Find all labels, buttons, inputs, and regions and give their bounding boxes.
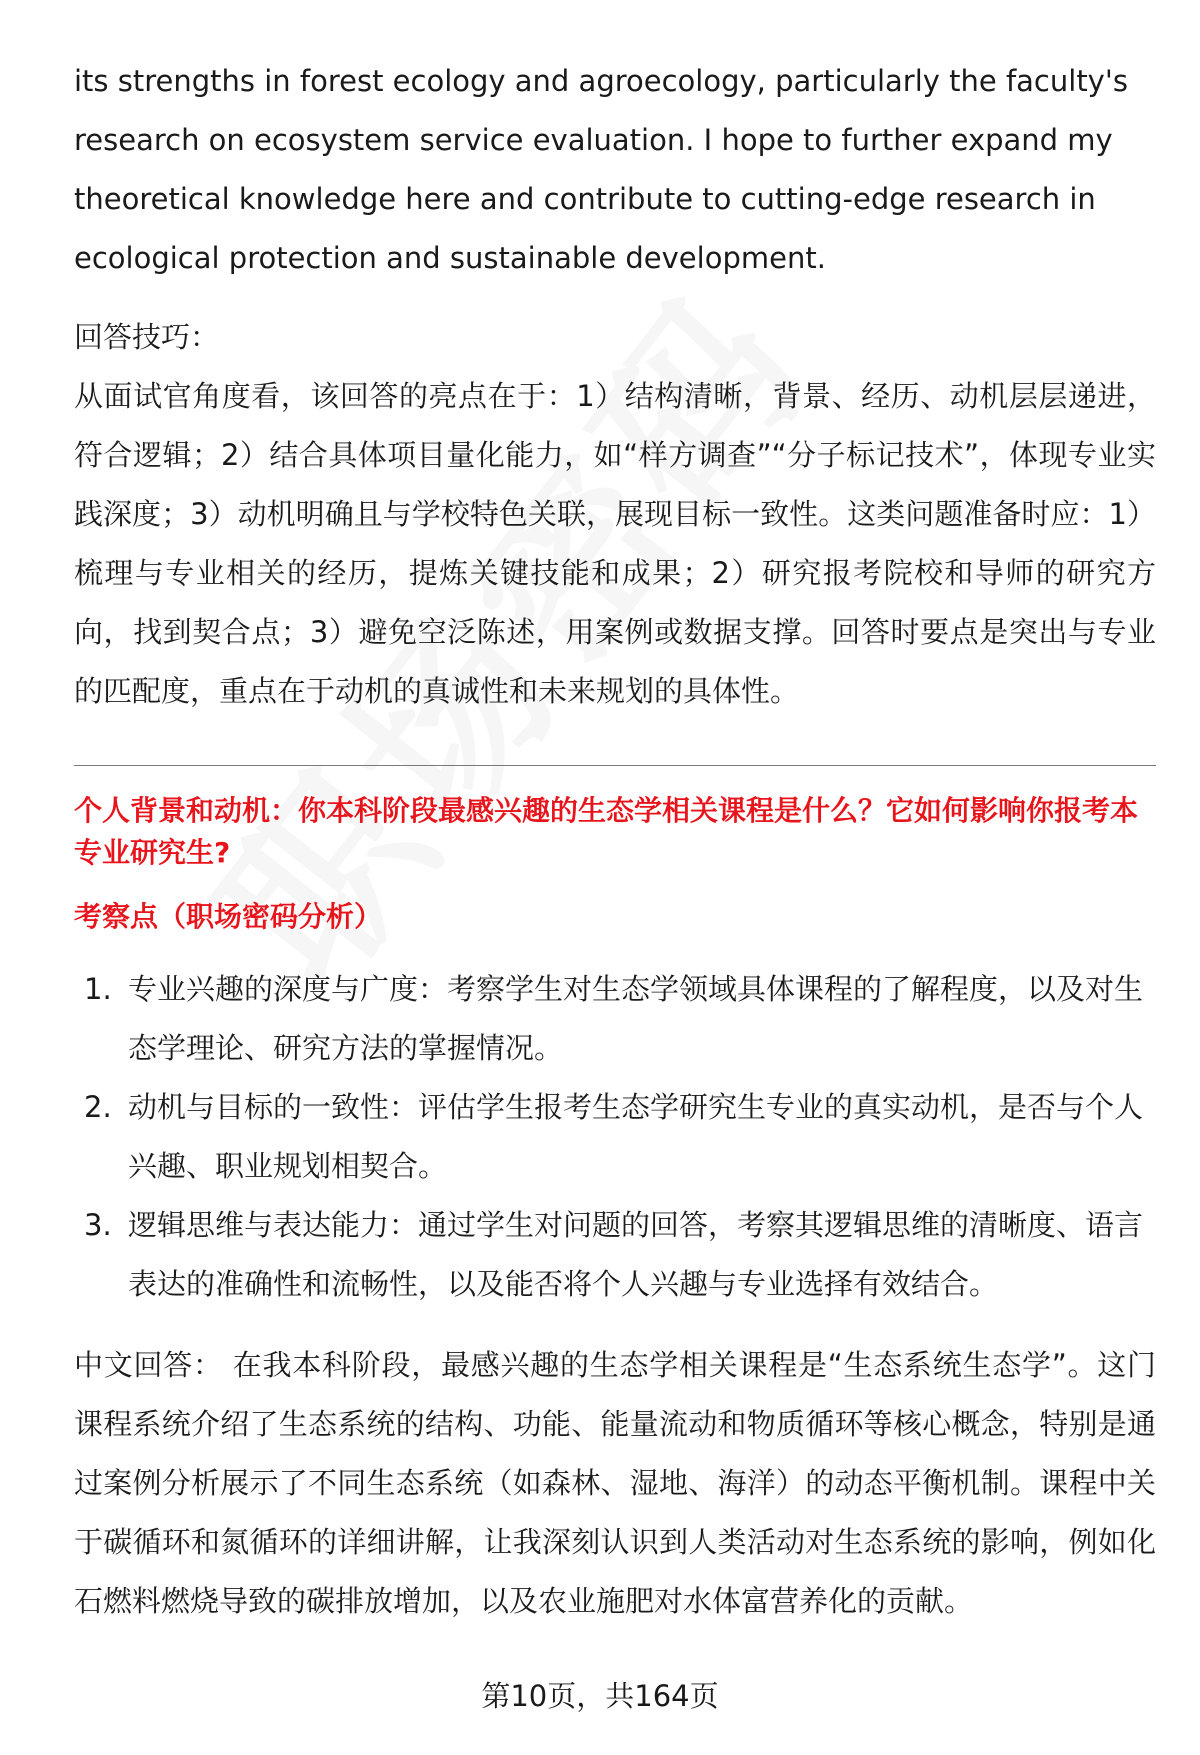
assessment-points-list xyxy=(74,960,1156,1314)
list-item xyxy=(74,1078,1156,1196)
tips-label: 回答技巧： xyxy=(74,320,220,354)
list-item-text: 专业兴趣的深度与广度：考察学生对生态学领域具体课程的了解程度，以及对生态学理论、研究方法的掌握情况。 xyxy=(128,972,1144,1065)
page-content xyxy=(74,52,1156,1631)
assessment-points-heading: 考察点（职场密码分析） xyxy=(74,900,383,933)
list-item-number: 1. xyxy=(84,972,112,1006)
list-item-number: 3. xyxy=(84,1208,112,1242)
section-divider xyxy=(74,765,1156,766)
list-item-number: 2. xyxy=(84,1090,112,1124)
question-title: 个人背景和动机：你本科阶段最感兴趣的生态学相关课程是什么？它如何影响你报考本专业研究生? xyxy=(74,794,1139,869)
list-item-text: 动机与目标的一致性：评估学生报考生态学研究生专业的真实动机，是否与个人兴趣、职业规划相契合。 xyxy=(128,1090,1144,1183)
english-answer-paragraph: its strengths in forest ecology and agroecology, particularly the faculty's research on ecosystem service evaluation. I hope to further expand my theoretical knowledge here and contribute to cutting-edge research in ecological protection and sustainable development. xyxy=(74,64,1128,275)
chinese-answer-paragraph: 中文回答： 在我本科阶段，最感兴趣的生态学相关课程是“生态系统生态学”。这门课程系统介绍了生态系统的结构、功能、能量流动和物质循环等核心概念，特别是通过案例分析展示了不同生态系统（如森林、湿地、海洋）的动态平衡机制。课程中关于碳循环和氮循环的详细讲解，让我深刻认识到人类活动对生态系统的影响，例如化石燃料燃烧导致的碳排放增加，以及农业施肥对水体富营养化的贡献。 xyxy=(74,1348,1156,1618)
list-item-text: 逻辑思维与表达能力：通过学生对问题的回答，考察其逻辑思维的清晰度、语言表达的准确性和流畅性，以及能否将个人兴趣与专业选择有效结合。 xyxy=(128,1208,1144,1301)
tips-paragraph: 从面试官角度看，该回答的亮点在于：1）结构清晰，背景、经历、动机层层递进，符合逻辑；2）结合具体项目量化能力，如“样方调查”“分子标记技术”，体现专业实践深度；3）动机明确且与学校特色关联，展现目标一致性。这类问题准备时应：1）梳理与专业相关的经历，提炼关键技能和成果；2）研究报考院校和导师的研究方向，找到契合点；3）避免空泛陈述，用案例或数据支撑。回答时要点是突出与专业的匹配度，重点在于动机的真诚性和未来规划的具体性。 xyxy=(74,379,1156,708)
list-item xyxy=(74,1196,1156,1314)
page-number-footer: 第10页，共164页 xyxy=(481,1679,719,1713)
list-item xyxy=(74,960,1156,1078)
